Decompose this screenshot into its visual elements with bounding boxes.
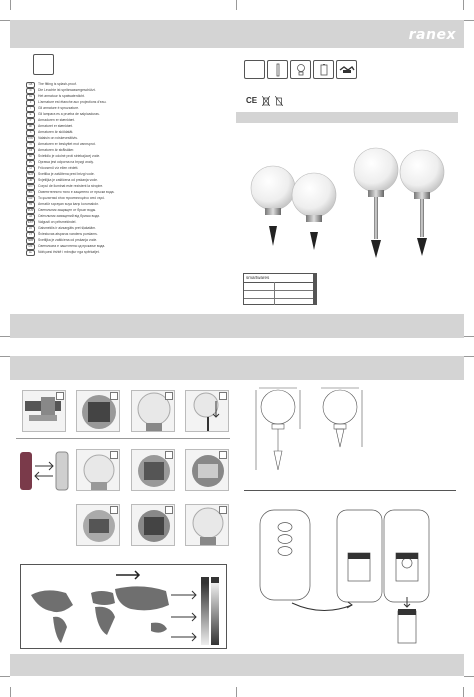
step-2-image [76, 390, 120, 432]
language-text: Armaturet er stænktæt. [38, 124, 73, 129]
crop-mark [236, 0, 237, 10]
language-code-badge: CZ [26, 148, 35, 154]
language-code-badge: S [26, 130, 35, 136]
step-5-image [76, 449, 120, 491]
language-code-badge: SRB [27, 239, 34, 242]
language-text: Το φωτιστικό είναι προστατευμένο από νερό. [38, 196, 105, 201]
divider [244, 490, 456, 491]
section-strip [236, 112, 458, 123]
battery-icon [313, 60, 334, 79]
language-text: Valaisin on roiskevesitiivis. [38, 136, 78, 141]
small-lamp-2 [292, 173, 336, 250]
brand-logo: ranex [408, 27, 456, 43]
language-code-badge: DK [26, 124, 35, 130]
language-code-badge: GR [26, 196, 35, 202]
language-text: Corpul de iluminat este rezistent la stropire. [38, 184, 104, 189]
language-text: Armaturen är strålsäker. [38, 148, 75, 153]
crop-mark [0, 336, 10, 337]
language-text: Gli lampara es a prueba de salpicaduras. [38, 112, 100, 117]
language-text: Het armatuur is spatwaterdicht. [38, 94, 85, 99]
product-table [243, 273, 317, 305]
language-text: Armaturen är sköldatät. [38, 130, 74, 135]
battery-swap-illustration [18, 448, 73, 494]
language-code-badge: H [26, 166, 35, 172]
step-6-image [131, 449, 175, 491]
footer-band [10, 654, 464, 676]
step-9-image [131, 504, 175, 546]
crop-mark [463, 687, 464, 697]
language-code-badge: SK [26, 154, 35, 160]
language-text: Светилката е заштитена од прскање вода. [38, 244, 106, 249]
language-text: Осветителното тяло е защитено от пръски вода. [38, 190, 115, 195]
crop-mark [10, 687, 11, 697]
crop-mark [464, 336, 474, 337]
language-text: Svetilka je zaščitena pred brizgi vode. [38, 172, 95, 177]
language-text: Armatür sıçrayan suya karşı korumalıdır. [38, 202, 99, 207]
language-code-badge: D [26, 88, 35, 94]
crop-mark [0, 20, 10, 21]
language-code-badge: UA [26, 214, 35, 220]
step-3-image [131, 390, 175, 432]
step-8-image [76, 504, 120, 546]
language-text: Gli armature è spruzzature. [38, 106, 80, 111]
language-text: The fitting is splash-proof. [38, 82, 77, 87]
language-text: Armaduren er stænktæt. [38, 118, 75, 123]
language-code-badge: LT [26, 232, 35, 238]
language-code-badge: SLO [27, 173, 34, 176]
language-code-badge: FIN [26, 136, 35, 142]
box-icon [244, 60, 265, 79]
language-code-badge: RUS [27, 209, 34, 212]
language-text: Світильник захищений від бризок води. [38, 214, 101, 219]
language-text: Svjetiljka je zaštićena od prskanja vode. [38, 178, 98, 183]
language-code-badge: I [26, 106, 35, 112]
language-text: Gaismeklis ir aizsargāts pret šļakatām. [38, 226, 97, 231]
language-text: Die Leuchte ist spritzwassergeschützt. [38, 88, 96, 93]
crop-mark [0, 676, 10, 677]
crop-mark [0, 356, 10, 357]
language-text: Svietidlo je odolné proti striekajúcej vode. [38, 154, 101, 159]
language-code-badge: EST [27, 221, 34, 224]
language-text: L'armature est étanche aux projections d'eau. [38, 100, 107, 105]
dimension-drawings [240, 385, 450, 480]
small-lamp-1 [251, 166, 295, 246]
language-text: Oprawa jest odporna na bryzgi wody. [38, 160, 94, 165]
crop-mark [464, 676, 474, 677]
tall-lamp-1 [354, 148, 398, 258]
crop-mark [236, 687, 237, 697]
language-code-badge: MK [26, 244, 35, 250]
splash-proof-icon [33, 54, 54, 75]
language-text: Šviestuvas atsparus vandens purslams. [38, 232, 98, 237]
language-text: Ndriçuesi është i mbrojtur nga spërkatjet. [38, 250, 100, 255]
language-text: Svetiljka je zaštićena od prskanja vode. [38, 238, 98, 243]
product-illustration [236, 140, 461, 265]
language-text: Valgusti on pritsmekindel. [38, 220, 77, 225]
language-code-badge: AL [26, 250, 35, 256]
language-code-badge: LV [26, 226, 35, 232]
step-10-image [185, 504, 229, 546]
no-bin-icon [275, 96, 283, 106]
bin-icon [262, 96, 270, 106]
language-text: Armaturen er beskyttet mot vannsprut. [38, 142, 96, 147]
language-code-badge: PL [26, 160, 35, 166]
footer-band-top [10, 314, 464, 338]
language-row [26, 250, 226, 256]
crop-mark [10, 0, 11, 10]
language-code-badge: P [26, 118, 35, 124]
language-code-badge: N [26, 142, 35, 148]
language-list [26, 82, 226, 256]
step-4-image [185, 390, 229, 432]
bulb-icon [290, 60, 311, 79]
crop-mark [463, 0, 464, 10]
remote-mounting-illustration [252, 505, 452, 650]
fitting-icon [267, 60, 288, 79]
ce-mark: CE [246, 96, 258, 105]
certification-marks [246, 96, 283, 106]
step-7-image [185, 449, 229, 491]
handshake-icon [336, 60, 357, 79]
header-band [10, 20, 464, 48]
language-code-badge: E [26, 112, 35, 118]
language-code-badge: HR [26, 178, 35, 184]
language-text: Светильник защищен от брызг воды. [38, 208, 97, 213]
language-text: Fröccsenő víz ellen védett. [38, 166, 79, 171]
language-code-badge: BG [26, 190, 35, 196]
world-map-panel [20, 564, 227, 649]
language-code-badge: RO [26, 184, 35, 190]
language-code-badge: NL [26, 94, 35, 100]
crop-mark [464, 20, 474, 21]
language-code-badge: TR [26, 202, 35, 208]
symbol-row [244, 60, 357, 79]
language-code-badge: F [26, 100, 35, 106]
step-1-image [22, 390, 66, 432]
table-title: smartwares [244, 274, 316, 283]
header-band-bottom [10, 356, 464, 380]
divider [16, 438, 230, 439]
language-code-badge: GB [26, 82, 35, 88]
tall-lamp-2 [400, 150, 444, 256]
crop-mark [464, 356, 474, 357]
